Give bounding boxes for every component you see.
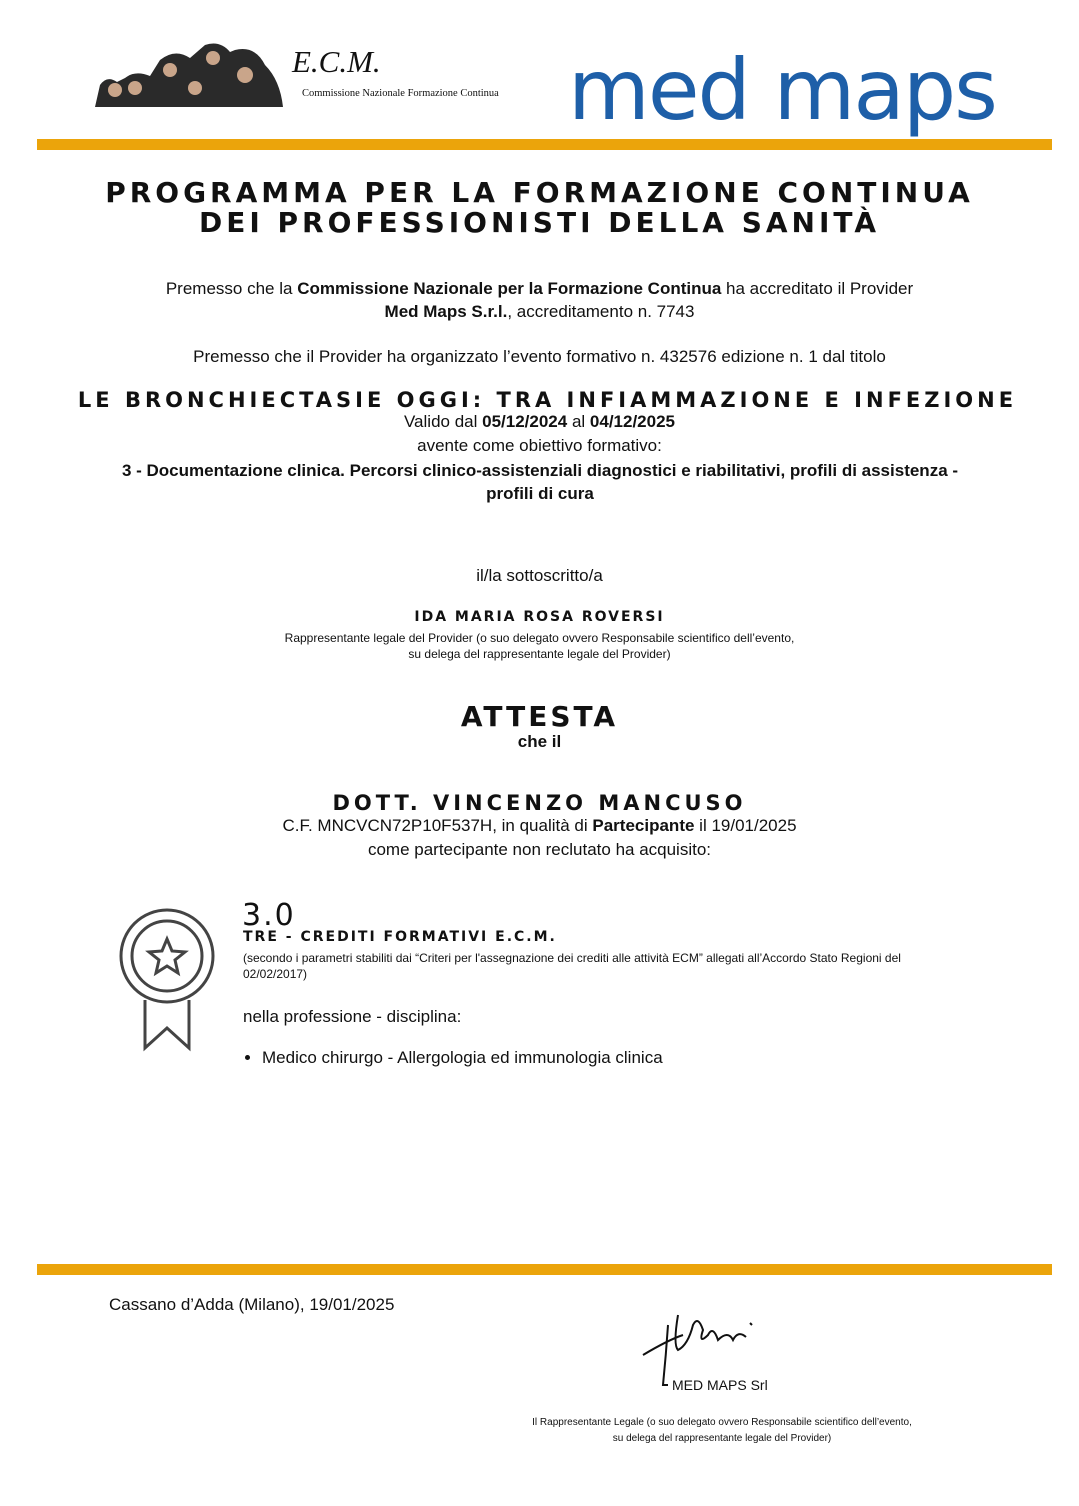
- credits-value: 3.0: [242, 898, 296, 933]
- premise-provider: Premesso che la Commissione Nazionale per la Formazione Continua ha accreditato il Provider Med Maps S.r.l., accreditamento n. 7743: [165, 279, 914, 321]
- event-validity: Valido dal 05/12/2024 al 04/12/2025: [403, 412, 675, 431]
- signer-role: Rappresentante legale del Provider (o suo delegato ovvero Responsabile scientifico dell’evento, su delega del rappresentante legale del Provider): [284, 631, 795, 661]
- profession-list: [262, 1048, 663, 1068]
- signer-name: IDA MARIA ROSA ROVERSI: [414, 609, 665, 625]
- place-date: Cassano d’Adda (Milano), 19/01/2025: [109, 1295, 395, 1314]
- credits-label: TRE - CREDITI FORMATIVI E.C.M.: [243, 929, 557, 945]
- ecm-subtitle: Commissione Nazionale Formazione Continua: [302, 88, 499, 99]
- premise-event: Premesso che il Provider ha organizzato l’evento formativo n. 432576 edizione n. 1 dal titolo: [193, 347, 886, 366]
- signer-intro: il/la sottoscritto/a: [476, 566, 603, 585]
- event-title: LE BRONCHIECTASIE OGGI: TRA INFIAMMAZIONE E INFEZIONE: [77, 388, 1018, 412]
- participant-name: DOTT. VINCENZO MANCUSO: [332, 791, 747, 815]
- attesta-title: ATTESTA: [460, 700, 619, 733]
- profession-label: nella professione - disciplina:: [243, 1007, 462, 1026]
- ecm-logo-image: [95, 40, 283, 107]
- profession-item: • Medico chirurgo - Allergologia ed immunologia clinica: [262, 1048, 663, 1068]
- signature-company: MED MAPS Srl: [672, 1377, 768, 1393]
- legal-representative-note: Il Rappresentante Legale (o suo delegato ovvero Responsabile scientifico dell’evento, su delega del rappresentante legale del Provider): [532, 1417, 912, 1444]
- bottom-divider: [37, 1264, 1052, 1275]
- objective: 3 - Documentazione clinica. Percorsi clinico-assistenziali diagnostici e riabilitativi, profili di assistenza - profili di cura: [121, 461, 959, 503]
- award-badge-icon: [117, 908, 217, 1058]
- ecm-title: E.C.M.: [292, 44, 381, 79]
- credits-note: (secondo i parametri stabiliti dai “Criteri per l'assegnazione dei crediti alle attività ECM” allegati all’Accordo Stato Regioni del 02/02/2017): [243, 951, 901, 981]
- participant-acquired: come partecipante non reclutato ha acquisito:: [367, 840, 712, 859]
- attesta-sub: che il: [517, 732, 562, 751]
- page-title: PROGRAMMA PER LA FORMAZIONE CONTINUA DEI PROFESSIONISTI DELLA SANITÀ: [105, 176, 974, 239]
- objective-label: avente come obiettivo formativo:: [417, 436, 662, 455]
- med-maps-logo: med maps: [568, 41, 996, 139]
- participant-cf: C.F. MNCVCN72P10F537H, in qualità di Partecipante il 19/01/2025: [282, 816, 797, 835]
- top-divider: [37, 139, 1052, 150]
